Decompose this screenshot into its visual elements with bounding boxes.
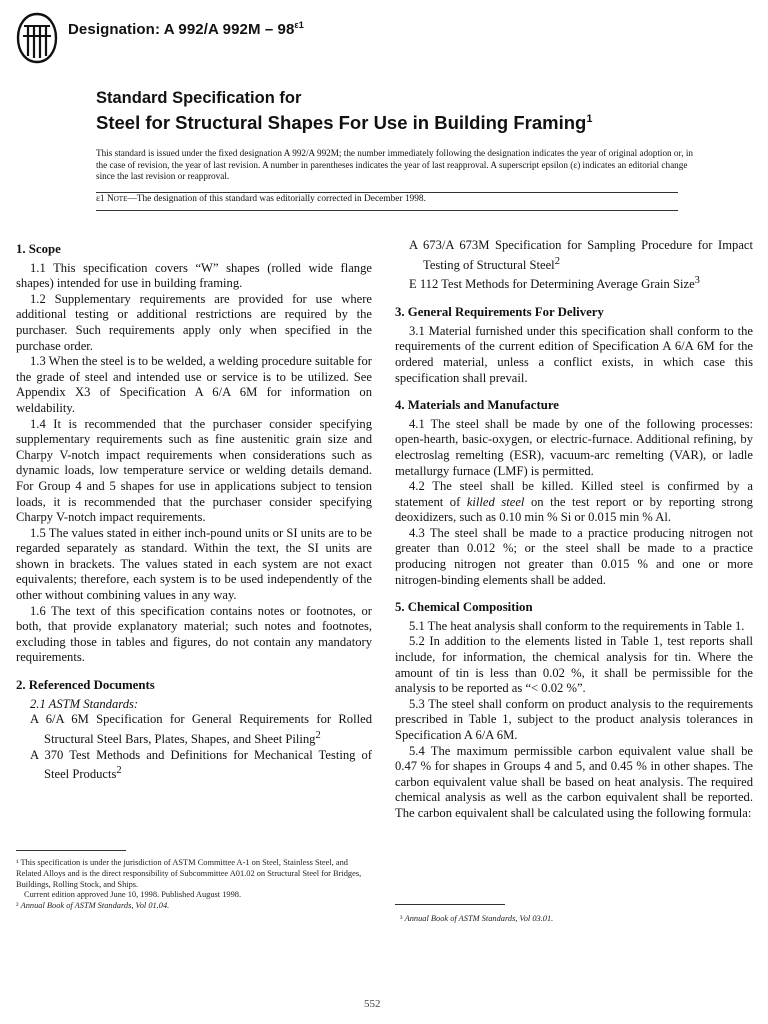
paragraph-5-4: 5.4 The maximum permissible carbon equivalent value shall be 0.47 % for shapes in Groups 4 and 5, and 0.45 % in other shapes. The carbon equivalent value shall be based on heat analysis. The required chemical analysis as well as the carbon equivalent shall be reported. The carbon equivalent shall be calculated using the following formula: bbox=[395, 743, 753, 820]
document-title bbox=[96, 88, 592, 134]
left-column bbox=[16, 238, 372, 783]
section-heading-chemical-composition: 5. Chemical Composition bbox=[395, 600, 533, 615]
paragraph-1-2: 1.2 Supplementary requirements are provided for use where additional testing or additional restrictions are required by the purchaser. Such requirements apply only when specified in the purchase order. bbox=[16, 291, 372, 353]
section-heading-referenced-documents: 2. Referenced Documents bbox=[16, 678, 155, 693]
footnote-1b: Current edition approved June 10, 1998. Published August 1998. bbox=[24, 890, 242, 900]
paragraph-5-2: 5.2 In addition to the elements listed in Table 1, test reports shall include, for information, the chemical analysis for tin. Where the amount of tin is less than 0.02 %, it shall be permissible for the analysis to be reported as “< 0.02 %”. bbox=[395, 634, 753, 696]
paragraph-2-1: 2.1 ASTM Standards: bbox=[30, 696, 139, 711]
paragraph-5-1: 5.1 The heat analysis shall conform to the requirements in Table 1. bbox=[409, 618, 745, 633]
ref-a6: A 6/A 6M Specification for General Requirements for Rolled Structural Steel Bars, Plates, Shapes, and Sheet Piling$^2$ bbox=[30, 712, 372, 746]
paragraph-1-5: 1.5 The values stated in either inch-pound units or SI units are to be regarded separately as standard. Within the text, the SI units are shown in brackets. The values stated in each system are not exact equivalents; therefore, each system is to be used independently of the other without combining values in any way. bbox=[16, 525, 372, 603]
paragraph-1-3: 1.3 When the steel is to be welded, a welding procedure suitable for the grade of steel and intended use or service is to be utilized. See Appendix X3 of Specification A 6/A 6M for information on weldability. bbox=[16, 354, 372, 415]
section-heading-general-requirements: 3. General Requirements For Delivery bbox=[395, 305, 604, 320]
designation: Designation: A 992/A $992M - 98^{\varepsilon 1}$ bbox=[68, 20, 304, 38]
footnote-3: ³ Annual Book of ASTM Standards, Vol 03.01. bbox=[400, 914, 554, 923]
footnotes-left bbox=[16, 858, 372, 912]
title-line-2: Steel for Structural Shapes For Use in Building Framing$^1$ bbox=[96, 112, 593, 134]
ref-a673: A 673/A 673M Specification for Sampling Procedure for Impact Testing of Structural Steel$^2$ bbox=[409, 238, 753, 272]
paragraph-4-2: 4.2 The steel shall be killed. Killed steel is confirmed by a statement of killed steel on the test report or by reporting strong deoxidizers, such as 0.10 min % Si or 0.015 min % Al. bbox=[395, 479, 753, 525]
ref-a370: A 370 Test Methods and Definitions for Mechanical Testing of Steel Products$^2$ bbox=[30, 747, 372, 782]
section-heading-scope: 1. Scope bbox=[16, 242, 61, 256]
paragraph-5-3: 5.3 The steel shall conform on product analysis to the requirements prescribed in Table 1, subject to the product analysis tolerances in Specification A 6/A 6M. bbox=[395, 696, 753, 742]
footnote-2: ² Annual Book of ASTM Standards, Vol 01.04. bbox=[16, 901, 170, 911]
footnote-rule-left bbox=[16, 850, 126, 851]
page-number: 552 bbox=[364, 998, 381, 1010]
ref-e112: E 112 Test Methods for Determining Average Grain Size$^3$ bbox=[409, 275, 700, 292]
paragraph-4-1: 4.1 The steel shall be made by one of the following processes: open-hearth, basic-oxygen, or electric-furnace. Additional refining, by electroslag remelting (ESR), vacuum-arc remelting (VAR), or ladle metallurgy furnace (LMF) is permitted. bbox=[395, 416, 753, 478]
paragraph-1-1: 1.1 This specification covers “W” shapes (rolled wide flange shapes) intended for use in building framing. bbox=[16, 260, 372, 291]
editorial-note: ε1 Note—The designation of this standard was editorially corrected in December 1998. bbox=[96, 194, 426, 204]
paragraph-1-4: 1.4 It is recommended that the purchaser consider specifying supplementary requirements such as fine austenitic grain size and Charpy V-notch impact requirements when considerations such as dynamic loads, low temperature service or welding details demand. For Group 4 and 5 shapes for use in applications subject to tension loads, it is recommended that the purchaser consider specifying Charpy V-notch impact requirements. bbox=[16, 416, 372, 525]
paragraph-3-1: 3.1 Material furnished under this specification shall conform to the requirements of the current edition of Specification A 6/A 6M for the ordered material, unless a conflict exists, in which case this specification shall prevail. bbox=[395, 323, 753, 385]
footnote-1: ¹ This specification is under the jurisdiction of ASTM Committee A-1 on Steel, Stainless Steel, and Related Alloys and is the direct responsibility of Subcommittee A01.02 on Structural Steel for Bridges, Buildings, Rolling Stock, and Ships. bbox=[16, 858, 362, 889]
astm-logo bbox=[14, 12, 60, 64]
issued-statement: This standard is issued under the fixed designation A 992/A 992M; the number immediately following the designation indicates the year of original adoption or, in the case of revision, the year of last revision. A number in parentheses indicates the year of last reapproval. A superscript epsilon (ε) indicates an editorial change since the last revision or reapproval. bbox=[96, 148, 693, 182]
section-heading-materials: 4. Materials and Manufacture bbox=[395, 398, 559, 413]
paragraph-4-3: 4.3 The steel shall be made to a practice producing nitrogen not greater than 0.012 %; or the steel shall be made to a practice producing nitrogen not greater than 0.015 % and one or more nitrogen-binding elements shall be added. bbox=[395, 525, 753, 587]
footnote-rule-right bbox=[395, 904, 505, 905]
paragraph-1-6: 1.6 The text of this specification contains notes or footnotes, or both, that provide explanatory material; such notes and footnotes, excluding those in tables and figures, do not contain any mandatory requirements. bbox=[16, 603, 372, 665]
note-rule-bottom bbox=[96, 210, 678, 211]
footnotes-right bbox=[400, 914, 750, 925]
right-column bbox=[395, 238, 753, 822]
note-rule-top bbox=[96, 192, 678, 193]
title-line-1: Standard Specification for bbox=[96, 89, 302, 107]
